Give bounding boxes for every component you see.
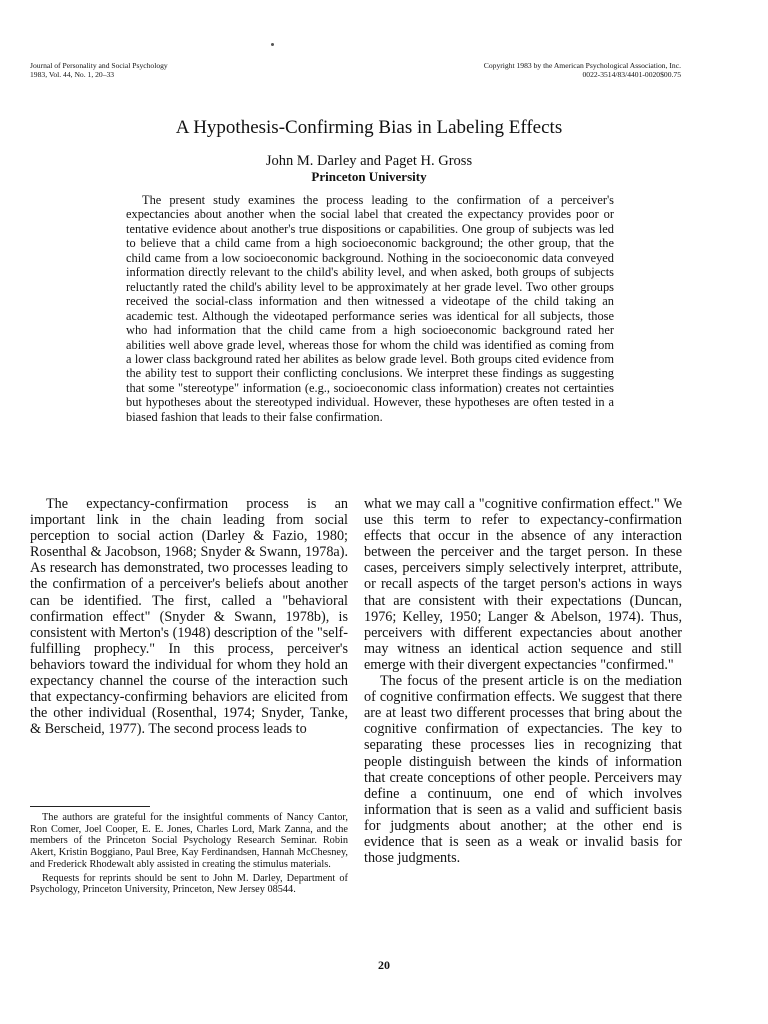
copyright-line: Copyright 1983 by the American Psychological Association, Inc. <box>483 61 681 70</box>
abstract: The present study examines the process leading to the confirmation of a perceiver's expectancies about another when the social label that created the expectancy provides poor or tentative evidence about another's true dispositions or capabilities. One group of subjects was led to believe that a child came from a high socioeconomic background; the other group, that the child came from a low socioeconomic background. Nothing in the socioeconomic data conveyed information directly relevant to the child's ability level, and when asked, both groups of subjects reluctantly rated the child's ability level to be approximately at her grade level. Two other groups received the social-class information and then witnessed a videotape of the child taking an academic test. Although the videotaped performance series was identical for all subjects, those who had information that the child came from a high socioeconomic background rated her abilities well above grade level, whereas those for whom the child was identified as coming from a lower class background rated her abilites as below grade level. Both groups cited evidence from the ability test to support their conflicting conclusions. We interpret these findings as suggesting that some "stereotype" information (e.g., socioeconomic class information) creates not certainties but hypotheses about the stereotyped individual. However, these hypotheses are often tested in a biased fashion that leads to their false confirmation. <box>126 193 614 424</box>
body-paragraph: The focus of the present article is on the mediation of cognitive confirmation effects. We suggest that there are at least two different processes that bring about the cognitive confirmation of expectancies. The key to separating these processes lies in recognizing that people distinguish between the kinds of information that create conceptions of other people. Perceivers may define a continuum, one end of which involves information that is seen as a valid and sufficient basis for judgments about another; at the other end is evidence that is seen as a weak or invalid basis for those judgments. <box>364 673 682 867</box>
body-column-right <box>364 496 682 866</box>
article-title: A Hypothesis-Confirming Bias in Labeling Effects <box>175 117 563 138</box>
body-paragraph: The expectancy-confirmation process is an important link in the chain leading from social perception to social action (Darley & Fazio, 1980; Rosenthal & Jacobson, 1968; Snyder & Swann, 1978a). As research has demonstrated, two processes leading to the confirmation of a perceiver's beliefs about another can be identified. The first, called a "behavioral confirmation effect" (Snyder & Swann, 1978b), is consistent with Merton's (1948) description of the "self-fulfilling prophecy." In this process, perceiver's behaviors toward the individual for whom they hold an expectancy channel the course of the interaction such that expectancy-confirming behaviors are elicited from the other individual (Rosenthal, 1974; Snyder, Tanke, & Berscheid, 1977). The second process leads to <box>30 496 348 738</box>
journal-citation <box>30 61 330 79</box>
body-column-left <box>30 496 348 737</box>
journal-volume: 1983, Vol. 44, No. 1, 20–33 <box>30 70 115 79</box>
journal-name: Journal of Personality and Social Psychology <box>30 61 168 70</box>
footnote-divider <box>30 806 150 807</box>
footnote-acknowledgments: The authors are grateful for the insightful comments of Nancy Cantor, Ron Comer, Joel Cooper, E. E. Jones, Charles Lord, Mark Zanna, and the members of the Princeton Social Psychology Research Seminar. Robin Akert, Kristin Boggiano, Paul Bree, Kay Ferdinandsen, Hannah McChesney, and Frederick Rhodewalt ably assisted in creating the stimulus materials. <box>30 812 348 870</box>
author-affiliation: Princeton University <box>311 169 427 184</box>
body-paragraph: what we may call a "cognitive confirmation effect." We use this term to refer to expectancy-confirmation effects that occur in the absence of any interaction between the perceiver and the target person. In these cases, perceivers simply selectively interpret, attribute, or recall aspects of the target person's actions in ways that are consistent with their expectations (Duncan, 1976; Kelley, 1950; Langer & Abelson, 1974). Thus, perceivers with different expectancies about another may witness an identical action sequence and still emerge with their divergent expectancies "confirmed." <box>364 496 682 673</box>
issn-line: 0022-3514/83/4401-0020$00.75 <box>582 70 681 79</box>
footnote-reprints: Requests for reprints should be sent to John M. Darley, Department of Psychology, Princeton University, Princeton, New Jersey 08544. <box>30 872 348 896</box>
copyright-notice <box>361 61 681 79</box>
article-authors: John M. Darley and Paget H. Gross <box>265 153 473 169</box>
scan-speck <box>271 43 274 46</box>
page-number: 20 <box>378 958 390 972</box>
footnotes <box>30 812 348 898</box>
